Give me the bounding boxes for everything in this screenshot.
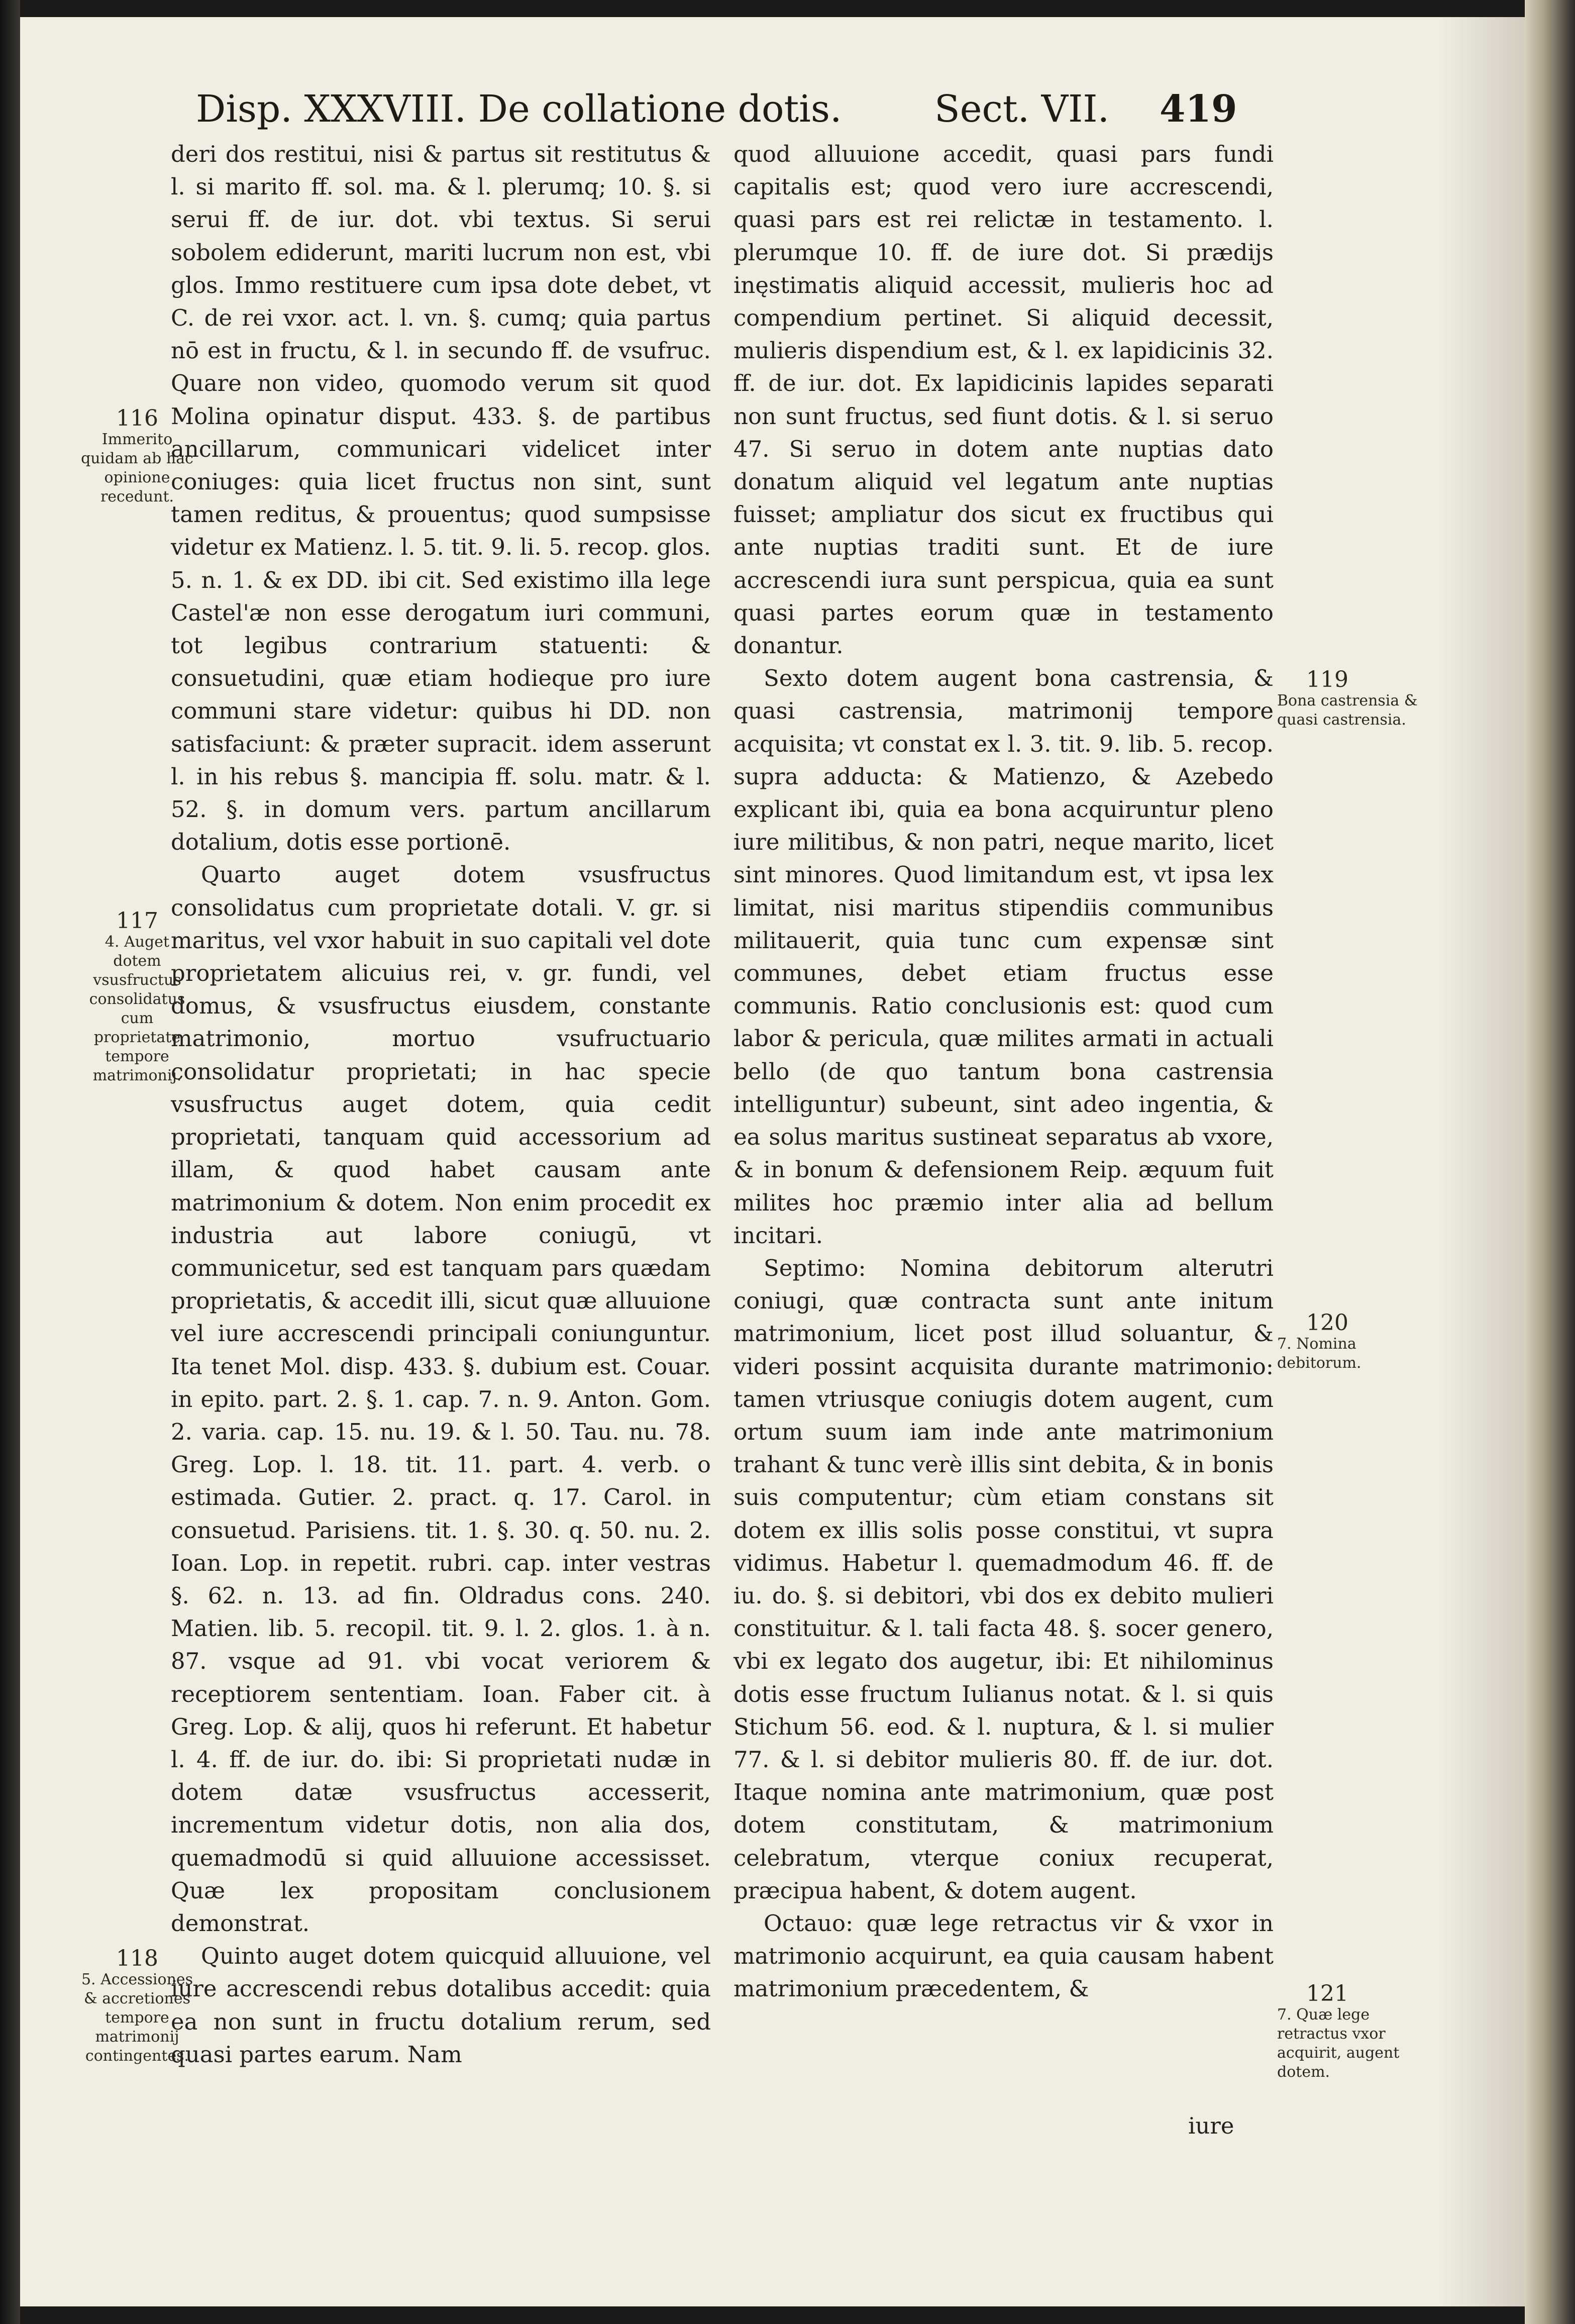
margin-note-number: 121 [1306, 1981, 1348, 2006]
page-edge [1525, 0, 1575, 2324]
paragraph: Quarto auget dotem vsusfructus consolidatus cum proprietate dotali. V. gr. si maritus, vel vxor habuit in suo capitali vel dote proprietatem alicuius rei, v. gr. fundi, vel domus, & vsusfructus eiusdem, constante matrimonio, mortuo vsufructuario consolidatur proprietati; in hac specie vsusfructus auget dotem, quia cedit proprietati, tanquam quid accessorium ad illam, & quod habet causam ante matrimonium & dotem. Non enim procedit ex industria aut labore coniugū, vt communicetur, sed est tanquam pars quædam proprietatis, & accedit illi, sicut quæ alluuione vel iure accrescendi principali coniunguntur. Ita tenet Mol. disp. 433. §. dubium est. Couar. in epito. part. 2. §. 1. cap. 7. n. 9. Anton. Gom. 2. varia. cap. 15. nu. 19. & l. 50. Tau. nu. 78. Greg. Lop. l. 18. tit. 11. part. 4. verb. o estimada. Gutier. 2. pract. q. 17. Carol. in consuetud. Parisiens. tit. 1. §. 30. q. 50. nu. 2. Ioan. Lop. in repetit. rubri. cap. inter vestras §. 62. n. 13. ad fin. Oldradus cons. 240. Matien. lib. 5. recopil. tit. 9. l. 2. glos. 1. à n. 87. vsque ad 91. vbi vocat veriorem & receptiorem sententiam. Ioan. Faber cit. à Greg. Lop. & alij, quos hi referunt. Et habetur l. 4. ff. de iur. do. ibi: Si proprietati nudæ in dotem datæ vsusfructus accesserit, incrementum videtur dotis, non alia dos, quemadmodū si quid alluuione accessisset. Quæ lex propositam conclusionem demonstrat. [171, 861, 711, 1937]
margin-note [1277, 667, 1438, 730]
margin-note [1277, 1981, 1438, 2082]
page-number: 419 [1160, 87, 1237, 131]
paragraph: deri dos restitui, nisi & partus sit restitutus & l. si marito ff. sol. ma. & l. plerumq; 10. §. si serui ff. de iur. dot. vbi textus. Si serui sobolem ediderunt, mariti lucrum non est, vbi glos. Immo restituere cum ipsa dote debet, vt C. de rei vxor. act. l. vn. §. cumq; quia partus nō est in fructu, & l. in secundo ff. de vsufruc. Quare non video, quomodo verum sit quod Molina opinatur disput. 433. §. de partibus ancillarum, communicari videlicet inter coniuges: quia licet fructus non sint, sunt tamen reditus, & prouentus; quod sumpsisse videtur ex Matienz. l. 5. tit. 9. li. 5. recop. glos. 5. n. 1. & ex DD. ibi cit. Sed existimo illa lege Castel'æ non esse derogatum iuri communi, tot legibus contrarium statuenti: & consuetudini, quæ etiam hodieque pro iure communi stare videtur: quibus hi DD. non satisfaciunt: & præter supracit. idem asserunt l. in his rebus §. mancipia ff. solu. matr. & l. 52. §. in domum vers. partum ancillarum dotalium, dotis esse portionē. [171, 141, 711, 856]
book-binding [0, 0, 20, 2324]
header-title: Disp. XXXVIII. De collatione dotis. [196, 87, 842, 131]
margin-note-text: 7. Quæ lege retractus vxor acquirit, augent dotem. [1277, 2006, 1400, 2081]
paragraph: Quinto auget dotem quicquid alluuione, vel iure accrescendi rebus dotalibus accedit: quia ea non sunt in fructu dotalium rerum, sed quasi partes earum. Nam [171, 1943, 711, 2068]
paragraph: quod alluuione accedit, quasi pars fundi capitalis est; quod vero iure accrescendi, quasi pars est rei relictæ in testamento. l. plerumque 10. ff. de iure dot. Si prædijs inęstimatis aliquid accessit, mulieris hoc ad compendium pertinet. Si aliquid decessit, mulieris dispendium est, & l. ex lapidicinis 32. ff. de iur. dot. Ex lapidicinis lapides separati non sunt fructus, sed fiunt dotis. & l. si seruo 47. Si seruo in dotem ante nuptias dato donatum aliquid vel legatum ante nuptias fuisset; ampliatur dos sicut ex fructibus qui ante nuptias traditi sunt. Et de iure accrescendi iura sunt perspicua, quia ea sunt quasi partes eorum quæ in testamento donantur. [733, 141, 1274, 659]
margin-note [1277, 1310, 1438, 1373]
margin-note-text: 7. Nomina debitorum. [1277, 1335, 1361, 1372]
margin-note-number: 117 [116, 908, 158, 934]
margin-note-text: 4. Auget dotem vsusfructus consolidatus cum proprietate tempore matrimonij. [89, 933, 185, 1084]
running-header [20, 87, 1525, 143]
margin-note-text: 5. Accessiones & accretiones tempore matrimonij contingentes. [81, 1971, 193, 2065]
margin-note [79, 908, 195, 1085]
margin-note-number: 116 [116, 406, 158, 431]
book-page [20, 17, 1525, 2306]
right-text-column [733, 138, 1274, 2005]
margin-note-text: Bona castrensia & quasi castrensia. [1277, 692, 1418, 729]
margin-note-text: Immerito quidam ab hac opinione recedunt. [81, 431, 193, 506]
margin-note [79, 406, 195, 507]
catchword: iure [1188, 2112, 1234, 2139]
margin-note [79, 1946, 195, 2066]
margin-note-number: 118 [116, 1946, 158, 1971]
paragraph: Sexto dotem augent bona castrensia, & quasi castrensia, matrimonij tempore acquisita; vt constat ex l. 3. tit. 9. lib. 5. recop. supra adducta: & Matienzo, & Azebedo explicant ibi, quia ea bona acquiruntur pleno iure militibus, & non patri, neque marito, licet sint minores. Quod limitandum est, vt ipsa lex limitat, nisi maritus stipendiis communibus militauerit, quia tunc cum expensæ sint communes, debet etiam fructus esse communis. Ratio conclusionis est: quod cum labor & pericula, quæ milites armati in actuali bello (de quo tantum bona castrensia intelliguntur) subeunt, sint adeo ingentia, & ea solus maritus sustineat separatus ab vxore, & in bonum & defensionem Reip. æquum fuit milites hoc præmio inter alia ad bellum incitari. [733, 665, 1274, 1249]
margin-note-number: 119 [1306, 667, 1348, 692]
paragraph: Octauo: quæ lege retractus vir & vxor in matrimonio acquirunt, ea quia causam habent matrimonium præcedentem, & [733, 1909, 1274, 2002]
header-section: Sect. VII. [934, 87, 1110, 131]
margin-note-number: 120 [1306, 1310, 1348, 1336]
paragraph: Septimo: Nomina debitorum alterutri coniugi, quæ contracta sunt ante initum matrimonium, licet post illud soluantur, & videri possint acquisita durante matrimonio: tamen vtriusque coniugis dotem augent, cum ortum suum iam inde ante matrimonium trahant & tunc verè illis sint debita, & in bonis suis computentur; cùm etiam constans sit dotem ex illis solis posse constitui, vt supra vidimus. Habetur l. quemadmodum 46. ff. de iu. do. §. si debitori, vbi dos ex debito mulieri constituitur. & l. tali facta 48. §. socer genero, vbi ex legato dos augetur, ibi: Et nihilominus dotis esse fructum Iulianus notat. & l. si quis Stichum 56. eod. & l. nuptura, & l. si mulier 77. & l. si debitor mulieris 80. ff. de iur. dot. Itaque nomina ante matrimonium, quæ post dotem constitutam, & matrimonium celebratum, vterque coniux recuperat, præcipua habent, & dotem augent. [733, 1254, 1274, 1904]
left-text-column [171, 138, 711, 2071]
